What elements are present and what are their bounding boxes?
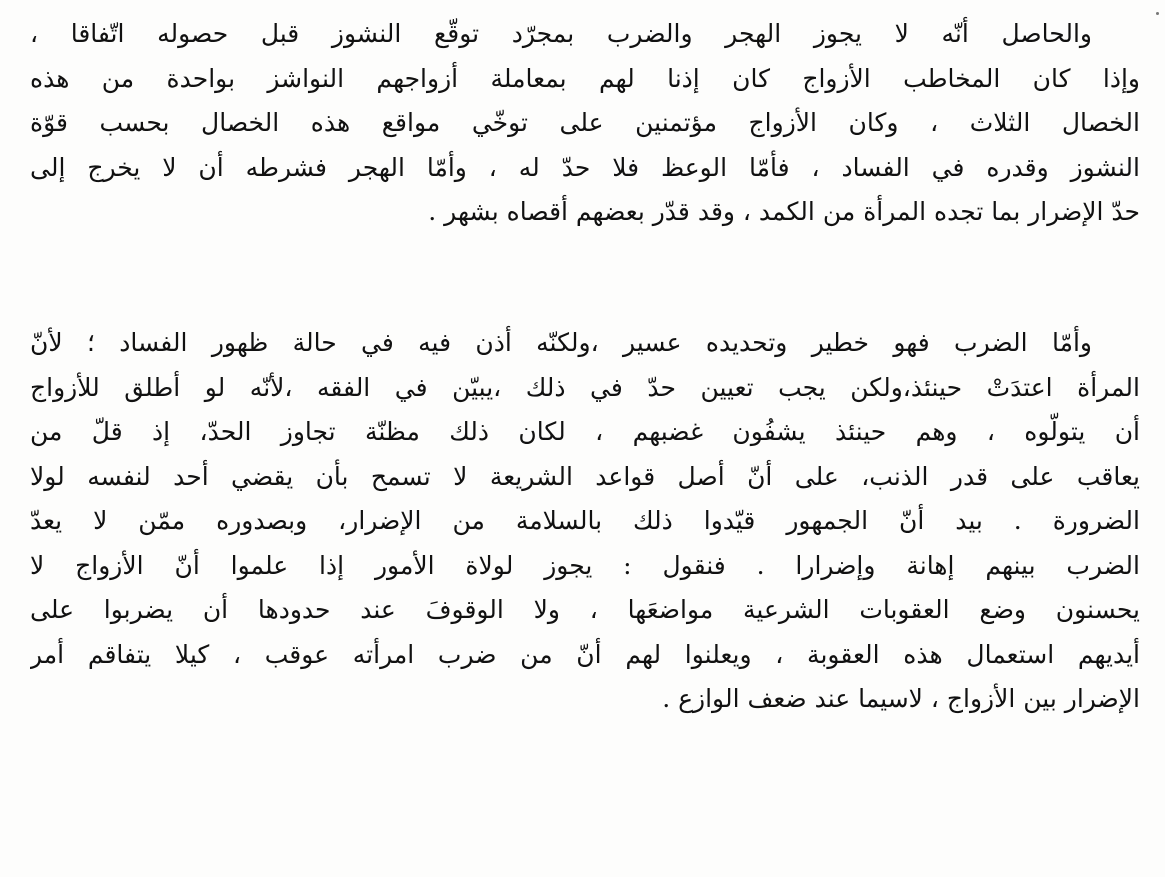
- paragraph-1: [30, 12, 1140, 235]
- text-line: أن يتولّوه ، وهم حينئذ يشفُون غضبهم ، لكان ذلك مظنّة تجاوز الحدّ، إذ قلّ من: [30, 417, 1140, 446]
- text-line: يعاقب على قدر الذنب، على أنّ أصل قواعد الشريعة لا تسمح بأن يقضي أحد لنفسه لولا: [30, 461, 1140, 491]
- text-line: وإذا كان المخاطب الأزواج كان إذنا لهم بمعاملة أزواجهم النواشز بواحدة من هذه: [30, 63, 1140, 93]
- text-line: الضرورة . بيد أنّ الجمهور قيّدوا ذلك بالسلامة من الإضرار، وبصدوره ممّن لا يعدّ: [30, 506, 1140, 535]
- text-line: والحاصل أنّه لا يجوز الهجر والضرب بمجرّد توقّع النشوز قبل حصوله اتّفاقا ،: [30, 19, 1092, 48]
- text-line: أيديهم استعمال هذه العقوبة ، ويعلنوا لهم أنّ من ضرب امرأته عوقب ، كيلا يتفاقم أمر: [30, 639, 1140, 669]
- text-line: حدّ الإضرار بما تجده المرأة من الكمد ، وقد قدّر بعضهم أقصاه بشهر .: [428, 197, 1140, 226]
- text-line: الإضرار بين الأزواج ، لاسيما عند ضعف الوازع .: [662, 684, 1140, 713]
- text-line: النشوز وقدره في الفساد ، فأمّا الوعظ فلا حدّ له ، وأمّا الهجر فشرطه أن لا يخرج إلى: [30, 152, 1140, 182]
- paragraph-2: [30, 321, 1140, 722]
- text-line: المرأة اعتدَتْ حينئذ،ولكن يجب تعيين حدّ في ذلك ،يبيّن في الفقه ،لأنّه لو أطلق للأزواج: [30, 372, 1140, 402]
- text-line: الضرب بينهم إهانة وإضرارا . فنقول : يجوز لولاة الأمور إذا علموا أنّ الأزواج لا: [30, 550, 1140, 580]
- text-line: الخصال الثلاث ، وكان الأزواج مؤتمنين على توخّي مواقع هذه الخصال بحسب قوّة: [30, 108, 1140, 137]
- text-line: يحسنون وضع العقوبات الشرعية مواضعَها ، ولا الوقوفَ عند حدودها أن يضربوا على: [30, 595, 1140, 624]
- text-line: وأمّا الضرب فهو خطير وتحديده عسير ،ولكنّه أذن فيه في حالة ظهور الفساد ؛ لأنّ: [30, 328, 1092, 357]
- scan-speck: [1156, 12, 1159, 15]
